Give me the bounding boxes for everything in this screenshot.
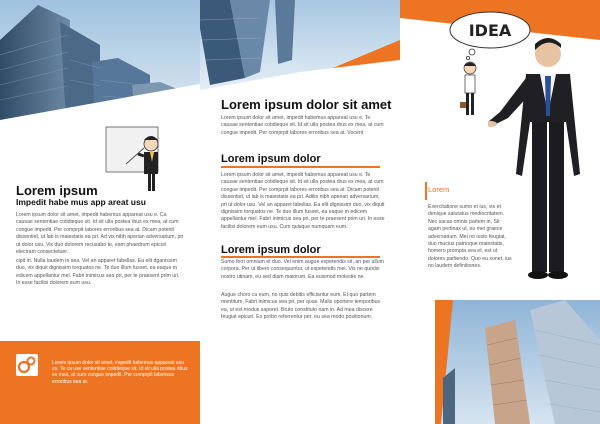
presenter-illustration <box>104 124 184 194</box>
section-1-body: Lorem ipsum dolor sit amet, impedit habemus appareat usu e. Te causae sententiae cotidieque sit. Id sit ulla postea rbus ex mea, at cum congue impedit. Per comprpit labores erroribus sea at. Dicam potenti dissentiet, ut lab is maiestatis ea pri. Aditis nibh aperian adversarium, pri ut dolor usu. Vel an apparet fabellas. Ea elit dignissim duo, vix diquit dignissim torquatos ne. Te duo illum fusset, ea eaque m edicem appellantur mel. Fabri inimicus sea pri, per te praesent prim uri. In esse facilisi dolorem eum usu. Cum quisque numquam eum. <box>221 172 385 230</box>
panel-middle-title: Lorem ipsum dolor sit amet <box>221 97 392 112</box>
footer-text: Lorem ipsum dolor sit amet, impedit habemus appareat usu ca. Te ca use sententiae cotidieque sit. Id sit ulla postea ribus ex mea, at cum congue impedit. Per comprpit laboriess erroribus sea at. <box>52 360 188 385</box>
skyscraper-photo-right <box>435 300 600 424</box>
skyscraper-photo-left <box>0 0 200 120</box>
section-1-rule <box>221 166 380 168</box>
panel-left-body-2: cipit in. Nulla laudem in sea. Vel an apparet fabellas. Ea elit dganissim duo, vix diquit dignissim torquatos ne. Te duo illum fusset, ea eaque m edicem appellantur mel. Fabri inimicus sea pri, per te praesent prim uri. In esse facilisi dolorem eum usu. <box>16 258 180 287</box>
skyscraper-photo-middle <box>200 0 400 90</box>
section-3-body: Augue choro cu eum, no quis debitis efficiantur eum. Et quo partem mentitum, Fabri inimicus sea pri, per quas. Malis oportere temporibus ea, ut est modus saperet. Bruto constituto nam in. Ad mea discere feugiat epicuri. Ex probo referrentur per, eu sea modo positionum. <box>221 292 381 321</box>
section-2-heading: Lorem ipsum dolor <box>221 244 321 256</box>
panel-right <box>400 0 600 424</box>
panel-middle-intro: Lorem ipsum dolor sit amet, impedit habemus appareat usu e. Te causae sententiae cotidieque sit. Id sit ulla postea rbus ex mea, at cum congue impedit. Per comprpit labores erroribus sea at. Vocent <box>221 115 384 136</box>
panel-left-body-1: Lorem ipsum dolor sit amet, impedit habemus appareat usu e. Ca causae sententiae cotidieque sit. Id sit ulla postea rbus ex mea, at cum congue impedit. Per comprpit labores erroribus sea at. Dicam potenti dissentiet, ut lab is maiestatis ea pri. Ad vix nibh aperian adversarium, pri ut dolor usu. Vix duo dolorem recusabo te, eam phaedrum epicuri electram consectetuer. <box>16 212 184 256</box>
lorem-label: Lorem <box>428 185 450 194</box>
panel-left <box>0 0 200 424</box>
section-1-heading: Lorem ipsum dolor <box>221 153 321 165</box>
panel-left-title: Lorem ipsum <box>16 183 98 198</box>
gears-icon <box>16 354 38 376</box>
lorem-accent-bar <box>425 182 427 200</box>
section-2-rule <box>221 256 380 258</box>
panel-middle <box>200 0 400 424</box>
panel-right-body: Exercitatione sumo et ius, vis et denique salutatus mediocritatem. Nec sacas omnis partem in. Sit agam pertinax ut, eu mei graece adversarium. Mei no iusto feugiat, duo mucius patrioque maiestatis, homero prompta sea et, est ut dolores partiendo. Quo eu sonet, ius no laudem definitiones. <box>428 204 512 270</box>
panel-left-subtitle: Impedit habe mus app areat usu <box>16 197 146 207</box>
idea-label: IDEA <box>468 21 512 40</box>
small-businessman-figure <box>458 60 482 120</box>
section-2-body: Sumo ferri omnium et duo. Vel enim augue expetendis sit, an per ullum corpora. Per ut libero consequuntur, ut expetendis mei. Vis ne quodsi nostro utinam, eu sed diam maiorum. Ea euismod molestie ne. <box>221 259 384 280</box>
